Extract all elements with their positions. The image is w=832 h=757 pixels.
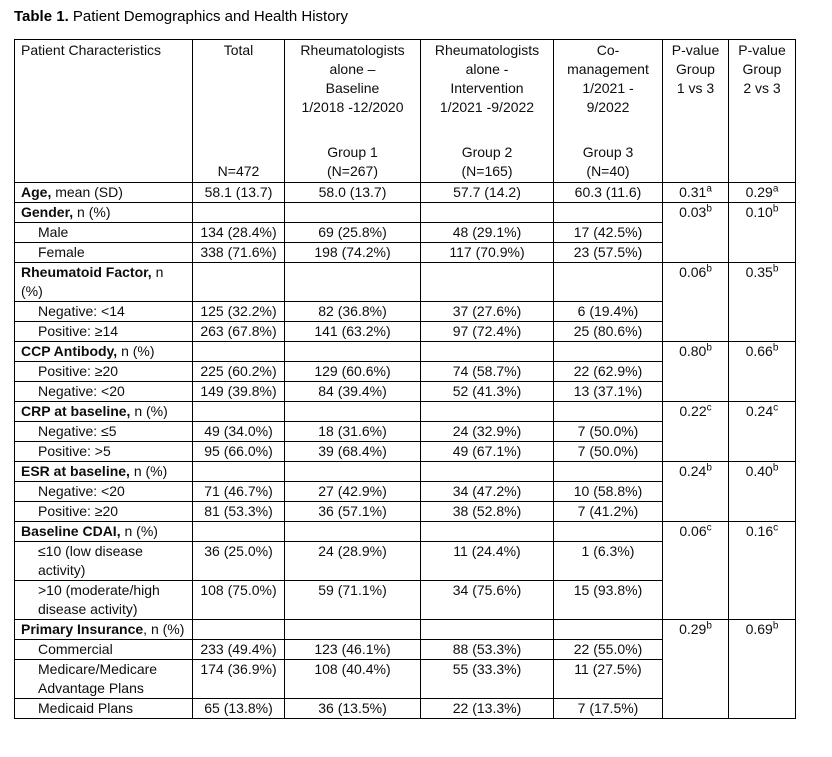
- column-header-characteristics: [15, 40, 193, 183]
- cell-total: 71 (46.7%): [193, 482, 285, 502]
- cell-pvalue-2vs3: [729, 462, 796, 522]
- cell-group2: 88 (53.3%): [421, 640, 554, 660]
- column-header-group3: [554, 40, 663, 183]
- header-line: 1/2021 -: [582, 80, 634, 96]
- p-value: 0.29: [745, 184, 773, 200]
- cell-group3: 15 (93.8%): [554, 581, 663, 620]
- cell-total: 338 (71.6%): [193, 243, 285, 263]
- cell-total: 81 (53.3%): [193, 502, 285, 522]
- row-label-cell: [15, 581, 193, 620]
- cell-group2: 57.7 (14.2): [421, 183, 554, 203]
- row-label: Male: [38, 224, 69, 240]
- cell-pvalue-1vs3: [663, 402, 729, 462]
- cell-group1: [285, 263, 421, 302]
- header-top-block: [665, 41, 726, 98]
- row-label: Medicare/Medicare Advantage Plans: [38, 661, 158, 696]
- row-label-cell: [15, 362, 193, 382]
- cell-group2: [421, 203, 554, 223]
- cell-group2: [421, 402, 554, 422]
- header-line: Patient Characteristics: [21, 42, 162, 58]
- cell-group2: 74 (58.7%): [421, 362, 554, 382]
- cell-pvalue-2vs3: [729, 183, 796, 203]
- header-line: 1/2018 -12/2020: [301, 99, 404, 115]
- row-label-cell: [15, 422, 193, 442]
- row-label-cell: [15, 203, 193, 223]
- row-label-bold: CRP at baseline,: [21, 403, 131, 419]
- row-label-cell: [15, 542, 193, 581]
- p-value: 0.66: [745, 343, 773, 359]
- row-label: Positive: >5: [38, 443, 111, 459]
- cell-total: 263 (67.8%): [193, 322, 285, 342]
- cell-total: 233 (49.4%): [193, 640, 285, 660]
- header-line: (N=165): [461, 163, 513, 179]
- header-line: P-value: [671, 42, 720, 58]
- row-label-bold: Gender,: [21, 204, 74, 220]
- header-line: Group 3: [582, 144, 634, 160]
- cell-pvalue-2vs3: [729, 522, 796, 620]
- row-label-cell: [15, 402, 193, 422]
- header-line: Group 1: [327, 144, 378, 160]
- p-value-footnote-marker: b: [706, 620, 712, 632]
- row-label-cell: [15, 183, 193, 203]
- cell-group1: 59 (71.1%): [285, 581, 421, 620]
- p-value: 0.06: [679, 264, 707, 280]
- cell-group1: 108 (40.4%): [285, 660, 421, 699]
- row-label-cell: [15, 462, 193, 482]
- cell-pvalue-1vs3: [663, 183, 729, 203]
- cell-group2: 11 (24.4%): [421, 542, 554, 581]
- cell-total: 225 (60.2%): [193, 362, 285, 382]
- row-label: Commercial: [38, 641, 113, 657]
- header-line: P-value: [738, 42, 786, 58]
- cell-total: 49 (34.0%): [193, 422, 285, 442]
- header-line: management: [567, 61, 649, 77]
- header-line: 1/2021 -9/2022: [439, 99, 535, 115]
- row-label: Female: [38, 244, 85, 260]
- table-caption: [14, 8, 832, 26]
- cell-total: 108 (75.0%): [193, 581, 285, 620]
- header-line: Group: [742, 61, 782, 77]
- cell-group3: 7 (50.0%): [554, 442, 663, 462]
- cell-group1: 129 (60.6%): [285, 362, 421, 382]
- row-label-cell: [15, 699, 193, 719]
- cell-group1: 123 (46.1%): [285, 640, 421, 660]
- row-label: Negative: <20: [38, 383, 125, 399]
- cell-group1: 69 (25.8%): [285, 223, 421, 243]
- row-label: Negative: <20: [38, 483, 125, 499]
- row-label: Positive: ≥20: [38, 503, 119, 519]
- cell-group3: 22 (55.0%): [554, 640, 663, 660]
- column-header-total: [193, 40, 285, 183]
- row-label: , n (%): [143, 621, 185, 637]
- cell-group2: 34 (47.2%): [421, 482, 554, 502]
- cell-group2: 55 (33.3%): [421, 660, 554, 699]
- table-row: [15, 402, 796, 422]
- row-label: Positive: ≥14: [38, 323, 119, 339]
- cell-group1: 39 (68.4%): [285, 442, 421, 462]
- header-bottom-block: [556, 143, 660, 181]
- row-label-cell: [15, 382, 193, 402]
- p-value: 0.80: [679, 343, 707, 359]
- cell-group1: 198 (74.2%): [285, 243, 421, 263]
- table-row: [15, 263, 796, 302]
- cell-group3: 6 (19.4%): [554, 302, 663, 322]
- cell-group2: [421, 620, 554, 640]
- cell-group2: 38 (52.8%): [421, 502, 554, 522]
- p-value-footnote-marker: c: [773, 522, 779, 534]
- cell-group3: 11 (27.5%): [554, 660, 663, 699]
- p-value: 0.29: [679, 621, 707, 637]
- cell-total: [193, 462, 285, 482]
- row-label: n (%): [21, 264, 164, 299]
- row-label-cell: [15, 342, 193, 362]
- p-value: 0.31: [679, 184, 707, 200]
- header-row: [15, 40, 796, 183]
- p-value-footnote-marker: c: [706, 402, 712, 414]
- cell-group1: [285, 522, 421, 542]
- table-header: [15, 40, 796, 183]
- header-line: alone –: [329, 61, 376, 77]
- p-value-footnote-marker: b: [772, 462, 779, 474]
- header-line: Intervention: [450, 80, 524, 96]
- row-label-bold: Age,: [21, 184, 52, 200]
- header-bottom-block: [287, 143, 418, 181]
- column-header-group1: [285, 40, 421, 183]
- cell-group2: [421, 342, 554, 362]
- header-line: (N=267): [327, 163, 378, 179]
- row-label-bold: Baseline CDAI,: [21, 523, 121, 539]
- p-value-footnote-marker: b: [772, 203, 779, 215]
- row-label-cell: [15, 302, 193, 322]
- cell-pvalue-2vs3: [729, 203, 796, 263]
- row-label-bold: CCP Antibody,: [21, 343, 118, 359]
- row-label-cell: [15, 620, 193, 640]
- cell-group2: 48 (29.1%): [421, 223, 554, 243]
- p-value: 0.22: [679, 403, 707, 419]
- p-value: 0.06: [679, 523, 707, 539]
- cell-total: 58.1 (13.7): [193, 183, 285, 203]
- header-line: N=472: [217, 163, 260, 179]
- cell-group1: 24 (28.9%): [285, 542, 421, 581]
- p-value-footnote-marker: b: [772, 620, 779, 632]
- cell-group1: [285, 462, 421, 482]
- cell-group1: [285, 203, 421, 223]
- row-label: n (%): [129, 463, 168, 479]
- cell-group3: [554, 342, 663, 362]
- row-label: Positive: ≥20: [38, 363, 119, 379]
- cell-group3: 7 (17.5%): [554, 699, 663, 719]
- cell-total: 125 (32.2%): [193, 302, 285, 322]
- table-row: [15, 183, 796, 203]
- cell-group3: [554, 402, 663, 422]
- row-label-cell: [15, 322, 193, 342]
- cell-group3: 7 (41.2%): [554, 502, 663, 522]
- cell-group3: 13 (37.1%): [554, 382, 663, 402]
- row-label-cell: [15, 522, 193, 542]
- cell-pvalue-1vs3: [663, 203, 729, 263]
- cell-group1: 84 (39.4%): [285, 382, 421, 402]
- column-header-pvalue-1vs3: [663, 40, 729, 183]
- cell-group3: [554, 203, 663, 223]
- cell-group2: 117 (70.9%): [421, 243, 554, 263]
- header-bottom-block: [423, 143, 551, 181]
- cell-group2: [421, 462, 554, 482]
- cell-pvalue-1vs3: [663, 263, 729, 342]
- cell-total: 174 (36.9%): [193, 660, 285, 699]
- cell-group3: 25 (80.6%): [554, 322, 663, 342]
- header-line: Group 2: [461, 144, 513, 160]
- cell-total: 95 (66.0%): [193, 442, 285, 462]
- cell-group3: 23 (57.5%): [554, 243, 663, 263]
- p-value: 0.69: [745, 621, 773, 637]
- cell-group2: 97 (72.4%): [421, 322, 554, 342]
- cell-total: [193, 402, 285, 422]
- row-label-cell: [15, 442, 193, 462]
- cell-pvalue-1vs3: [663, 462, 729, 522]
- cell-group3: [554, 462, 663, 482]
- header-line: Total: [223, 42, 254, 58]
- row-label-cell: [15, 243, 193, 263]
- p-value-footnote-marker: b: [706, 263, 712, 275]
- cell-group1: 82 (36.8%): [285, 302, 421, 322]
- header-top-block: [556, 41, 660, 117]
- p-value-footnote-marker: a: [772, 183, 779, 195]
- cell-group2: 24 (32.9%): [421, 422, 554, 442]
- p-value: 0.03: [679, 204, 707, 220]
- table-row: [15, 342, 796, 362]
- p-value-footnote-marker: c: [773, 402, 779, 414]
- row-label-cell: [15, 263, 193, 302]
- cell-total: [193, 203, 285, 223]
- cell-group1: 36 (57.1%): [285, 502, 421, 522]
- row-label-cell: [15, 223, 193, 243]
- column-header-pvalue-2vs3: [729, 40, 796, 183]
- p-value-footnote-marker: b: [706, 462, 712, 474]
- row-label: n (%): [73, 204, 111, 220]
- row-label-bold: Primary Insurance: [21, 621, 144, 637]
- cell-pvalue-2vs3: [729, 263, 796, 342]
- row-label: n (%): [130, 403, 168, 419]
- cell-total: [193, 342, 285, 362]
- cell-group1: 141 (63.2%): [285, 322, 421, 342]
- cell-group2: 37 (27.6%): [421, 302, 554, 322]
- header-line: Rheumatologists: [300, 42, 405, 58]
- cell-group1: [285, 620, 421, 640]
- cell-total: [193, 522, 285, 542]
- cell-group1: 36 (13.5%): [285, 699, 421, 719]
- header-top-block: [195, 41, 282, 60]
- row-label: Negative: ≤5: [38, 423, 117, 439]
- cell-pvalue-1vs3: [663, 342, 729, 402]
- cell-group1: 58.0 (13.7): [285, 183, 421, 203]
- cell-group2: 52 (41.3%): [421, 382, 554, 402]
- header-bottom-block: [195, 162, 282, 181]
- cell-pvalue-1vs3: [663, 522, 729, 620]
- p-value-footnote-marker: b: [772, 342, 779, 354]
- header-line: Baseline: [325, 80, 380, 96]
- table-caption-text: Patient Demographics and Health History: [68, 8, 349, 25]
- header-top-block: [21, 41, 190, 60]
- p-value: 0.40: [745, 463, 773, 479]
- row-label-cell: [15, 482, 193, 502]
- cell-total: 65 (13.8%): [193, 699, 285, 719]
- table-row: [15, 462, 796, 482]
- cell-group3: 22 (62.9%): [554, 362, 663, 382]
- cell-total: 134 (28.4%): [193, 223, 285, 243]
- row-label: >10 (moderate/high disease activity): [38, 582, 160, 617]
- row-label: Negative: <14: [38, 303, 125, 319]
- row-label-bold: ESR at baseline,: [21, 463, 130, 479]
- p-value: 0.10: [745, 204, 773, 220]
- row-label: n (%): [120, 523, 158, 539]
- cell-group2: 49 (67.1%): [421, 442, 554, 462]
- p-value-footnote-marker: b: [772, 263, 779, 275]
- demographics-table: [14, 39, 796, 719]
- cell-group3: [554, 522, 663, 542]
- header-line: 9/2022: [586, 99, 630, 115]
- row-label-bold: Rheumatoid Factor,: [21, 264, 152, 280]
- p-value-footnote-marker: a: [706, 183, 712, 195]
- row-label: mean (SD): [51, 184, 123, 200]
- header-top-block: [731, 41, 793, 98]
- p-value-footnote-marker: c: [706, 522, 712, 534]
- header-top-block: [423, 41, 551, 117]
- header-line: 1 vs 3: [676, 80, 715, 96]
- cell-group1: 18 (31.6%): [285, 422, 421, 442]
- cell-group2: [421, 263, 554, 302]
- table-row: [15, 203, 796, 223]
- header-line: alone -: [465, 61, 509, 77]
- row-label: n (%): [117, 343, 155, 359]
- header-line: Group: [676, 61, 715, 77]
- cell-group1: [285, 402, 421, 422]
- p-value: 0.16: [745, 523, 774, 539]
- table-row: [15, 522, 796, 542]
- cell-group3: 60.3 (11.6): [554, 183, 663, 203]
- cell-group3: 17 (42.5%): [554, 223, 663, 243]
- row-label: ≤10 (low disease activity): [38, 543, 143, 578]
- row-label-cell: [15, 660, 193, 699]
- cell-total: [193, 263, 285, 302]
- header-line: Co-: [596, 42, 620, 58]
- row-label-cell: [15, 640, 193, 660]
- cell-group2: 22 (13.3%): [421, 699, 554, 719]
- header-line: (N=40): [586, 163, 630, 179]
- column-header-group2: [421, 40, 554, 183]
- p-value-footnote-marker: b: [706, 203, 712, 215]
- table-row: [15, 620, 796, 640]
- table-body: [15, 183, 796, 719]
- cell-total: [193, 620, 285, 640]
- row-label-cell: [15, 502, 193, 522]
- row-label: Medicaid Plans: [38, 700, 133, 716]
- cell-group3: 1 (6.3%): [554, 542, 663, 581]
- p-value: 0.35: [745, 264, 773, 280]
- cell-group1: 27 (42.9%): [285, 482, 421, 502]
- p-value-footnote-marker: b: [706, 342, 712, 354]
- cell-group3: [554, 620, 663, 640]
- cell-total: 36 (25.0%): [193, 542, 285, 581]
- cell-group3: [554, 263, 663, 302]
- header-line: 2 vs 3: [743, 80, 781, 96]
- p-value: 0.24: [679, 463, 707, 479]
- cell-pvalue-1vs3: [663, 620, 729, 719]
- cell-group3: 10 (58.8%): [554, 482, 663, 502]
- p-value: 0.24: [745, 403, 774, 419]
- cell-total: 149 (39.8%): [193, 382, 285, 402]
- cell-group2: [421, 522, 554, 542]
- cell-pvalue-2vs3: [729, 342, 796, 402]
- cell-group1: [285, 342, 421, 362]
- cell-pvalue-2vs3: [729, 402, 796, 462]
- header-top-block: [287, 41, 418, 117]
- cell-group3: 7 (50.0%): [554, 422, 663, 442]
- header-line: Rheumatologists: [434, 42, 540, 58]
- table-caption-label: Table 1.: [14, 8, 69, 25]
- cell-group2: 34 (75.6%): [421, 581, 554, 620]
- cell-pvalue-2vs3: [729, 620, 796, 719]
